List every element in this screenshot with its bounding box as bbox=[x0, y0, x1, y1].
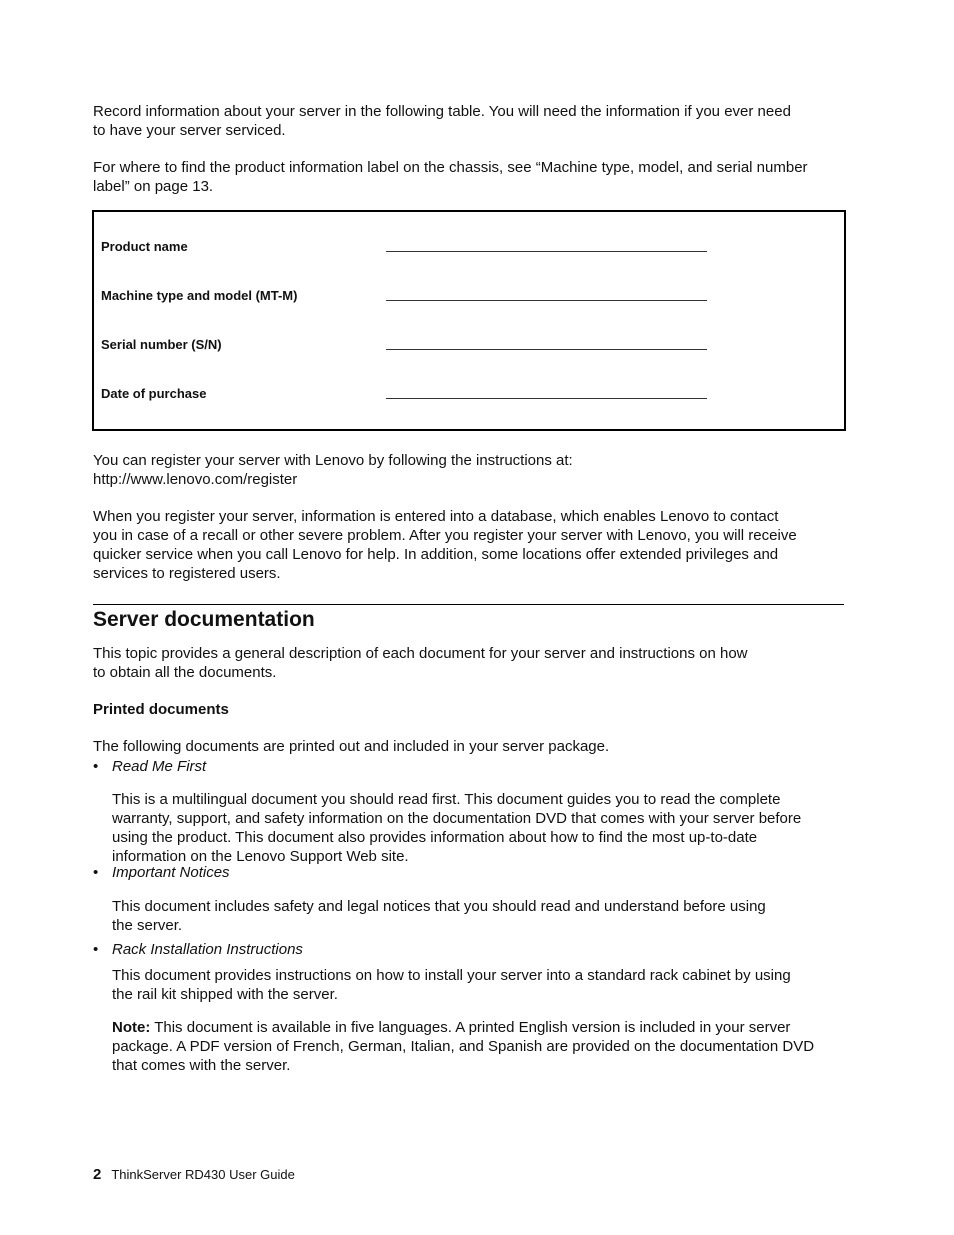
text-line: When you register your server, information is entered into a database, which enables Lenovo to contact bbox=[93, 508, 779, 525]
text-line: This document includes safety and legal notices that you should read and understand before using bbox=[112, 898, 766, 915]
item-title-rack-installation: Rack Installation Instructions bbox=[112, 941, 303, 958]
note-label: Note: bbox=[112, 1019, 151, 1036]
register-paragraph-2 bbox=[93, 507, 797, 583]
item-desc-important-notices bbox=[112, 897, 766, 935]
intro-paragraph-2 bbox=[93, 158, 808, 196]
text-line: services to registered users. bbox=[93, 565, 281, 582]
item-title-important-notices: Important Notices bbox=[112, 864, 230, 881]
field-label-serial-number: Serial number (S/N) bbox=[101, 337, 222, 352]
field-line-product-name[interactable] bbox=[386, 250, 707, 252]
text-line: information on the Lenovo Support Web site. bbox=[112, 848, 409, 865]
document-title: ThinkServer RD430 User Guide bbox=[111, 1167, 295, 1182]
field-line-serial-number[interactable] bbox=[386, 348, 707, 350]
subheading-printed-documents: Printed documents bbox=[93, 701, 229, 718]
note bbox=[112, 1018, 814, 1075]
text-line: using the product. This document also provides information about how to find the most up-to-date bbox=[112, 829, 758, 846]
page-footer bbox=[93, 1166, 295, 1183]
text-line: you in case of a recall or other severe problem. After you register your server with Lenovo, you will receive bbox=[93, 527, 797, 544]
item-desc-read-me-first bbox=[112, 790, 801, 866]
text-line: This document is available in five languages. A printed English version is included in your server bbox=[150, 1019, 791, 1036]
item-desc-rack-installation bbox=[112, 966, 791, 1004]
text-line: label” on page 13. bbox=[93, 178, 214, 195]
bullet-icon: • bbox=[93, 864, 99, 881]
text-line: that comes with the server. bbox=[112, 1057, 291, 1074]
item-title-read-me-first: Read Me First bbox=[112, 758, 207, 775]
text-line: For where to find the product information label on the chassis, see “Machine type, model, and serial number bbox=[93, 159, 808, 176]
text-line: the server. bbox=[112, 917, 183, 934]
text-line: to have your server serviced. bbox=[93, 122, 286, 139]
text-line: This is a multilingual document you should read first. This document guides you to read the complete bbox=[112, 791, 781, 808]
field-line-date-of-purchase[interactable] bbox=[386, 397, 707, 399]
intro-paragraph-1 bbox=[93, 102, 791, 140]
text-line: This document provides instructions on how to install your server into a standard rack cabinet by using bbox=[112, 967, 791, 984]
field-label-machine-type: Machine type and model (MT-M) bbox=[101, 288, 298, 303]
note-line bbox=[112, 1018, 814, 1037]
text-line: package. A PDF version of French, German, Italian, and Spanish are provided on the documentation DVD bbox=[112, 1038, 815, 1055]
bullet-icon: • bbox=[93, 758, 99, 775]
field-label-product-name: Product name bbox=[101, 239, 188, 254]
section-divider bbox=[93, 604, 844, 605]
text-line: You can register your server with Lenovo by following the instructions at: bbox=[93, 452, 573, 469]
section-title: Server documentation bbox=[93, 608, 315, 631]
field-label-date-of-purchase: Date of purchase bbox=[101, 386, 207, 401]
bullet-icon: • bbox=[93, 941, 99, 958]
text-line: warranty, support, and safety information on the documentation DVD that comes with your server before bbox=[112, 810, 802, 827]
text-line: Record information about your server in the following table. You will need the information if you ever need bbox=[93, 103, 791, 120]
text-line: quicker service when you call Lenovo for help. In addition, some locations offer extended privileges and bbox=[93, 546, 779, 563]
text-line: This topic provides a general description of each document for your server and instructions on how bbox=[93, 645, 748, 662]
register-paragraph-1 bbox=[93, 451, 573, 489]
section-intro bbox=[93, 644, 748, 682]
field-line-machine-type[interactable] bbox=[386, 299, 707, 301]
server-info-form bbox=[92, 210, 846, 431]
page-number: 2 bbox=[93, 1166, 102, 1183]
printed-documents-lead: The following documents are printed out and included in your server package. bbox=[93, 738, 610, 755]
text-line: to obtain all the documents. bbox=[93, 664, 277, 681]
register-link[interactable]: http://www.lenovo.com/register bbox=[93, 471, 298, 488]
text-line: the rail kit shipped with the server. bbox=[112, 986, 338, 1003]
